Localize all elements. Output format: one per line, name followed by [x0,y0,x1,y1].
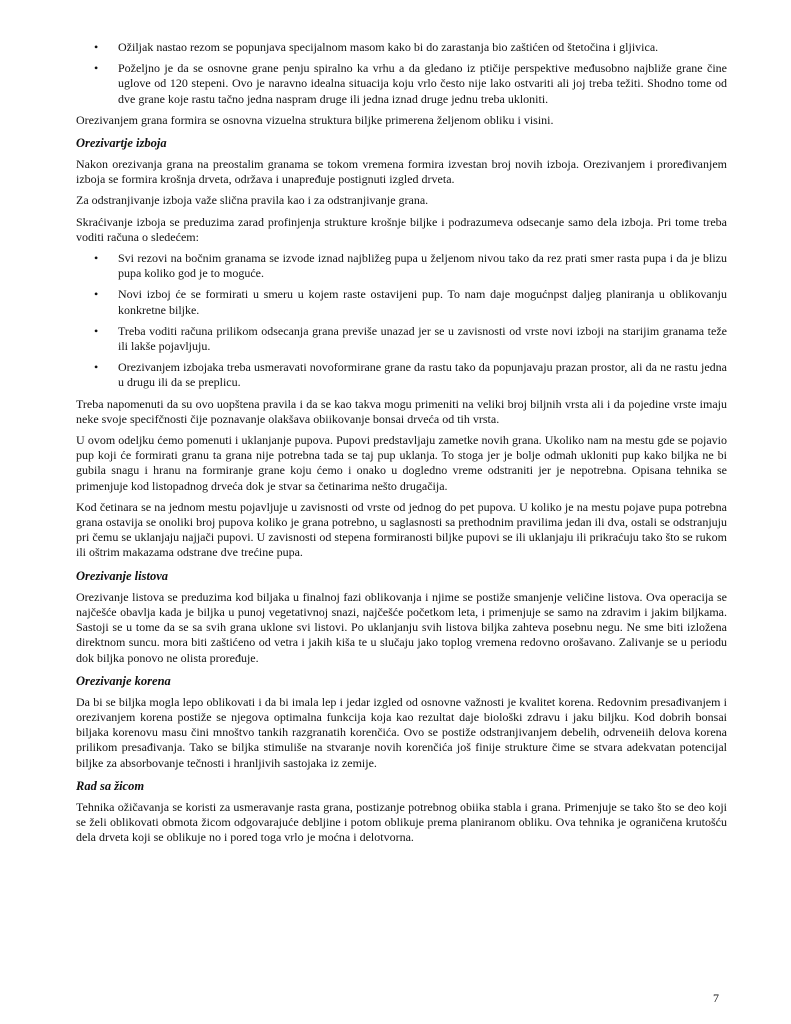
paragraph: Za odstranjivanje izboja važe slična pravila kao i za odstranjivanje grana. [76,193,429,208]
section-heading: Orezivanje listova [76,568,169,583]
bullet-icon: • [94,287,99,302]
paragraph: U ovom odeljku ćemo pomenuti i uklanjanje pupova. Pupovi predstavljaju zametke novih grana. Ukoliko nam na mestu gde se pojavio pup koji će formirati granu ta grana nije potrebna tada se taj pup uklanja. To stoga jer je bolje odmah ukloniti pup kako biljka ne bi gubila snagu i hranu na formiranje grane koju ćemo i onako u dogledno vreme odstraniti jer je nepotrebna. Opisana tehnika se primenjuje kod listopadnog drveća dok je stvar sa četinarima nešto drugačija. [76,433,727,493]
bullet-icon: • [94,251,99,266]
paragraph: Treba napomenuti da su ovo uopštena pravila i da se kao takva mogu primeniti na veliki broj biljnih vrsta ali i da pojedine vrste imaju neke svoje specifčnosti čije poznavanje olakšava obiikovanje bonsai drveća od tih vrsta. [76,396,727,426]
paragraph: Da bi se biljka mogla lepo oblikovati i da bi imala lep i jedar izgled od osnovne važnosti je kvalitet korena. Redovnim presađivanjem i orezivanjem korena postiže se njegova optimalna funkcija koja kao rezultat daje biološki zdravu i jaku biljku. Kod dobrih bonsai biljaka korenovu masu čini mnoštvo tankih razgranatih korenčića. Ovo se postiže odstranjivanjem debelih, odrveneiih delova korena prilikom presađivanja. Tako se biljka stimuliše na stvaranje novih korenčića još finije strukture čime se stvara adekvatan potencijal biljke za absorbovanje tečnosti i hranljivih sastojaka iz zemije. [76,694,727,770]
paragraph: Orezivanje listova se preduzima kod biljaka u finalnoj fazi oblikovanja i njime se postiže smanjenje veličine listova. Ova operacija se najčešće obavlja kada je biljka u punoj vegetativnoj snazi, najčešće početkom leta, i primenjuje se samo na zdravim i jakim biljkama. Sastoji se u tome da se sa svih grana uklone svi listovi. Po uklanjanju svih listova biljka zahteva posebnu negu. Ne sme biti izložena direktnom suncu. mora biti zaštićeno od vetra i jakih kiša te u slučaju jako toplog vremena redovno orošavano. Zalivanje se u periodu dok biljka ponovo ne olista proređuje. [76,589,727,665]
paragraph: Skraćivanje izboja se preduzima zarad profinjenja strukture krošnje biljke i podrazumeva odsecanje samo dela izboja. Pri tome treba voditi računa o sledećem: [76,214,727,244]
list-item: • Orezivanjem izbojaka treba usmeravati novoformirane grane da rastu tako da popunjavaju prazan prostor, ali da ne rastu jedna u drugu ili da se preplicu. [94,360,727,390]
paragraph: Kod četinara se na jednom mestu pojavljuje u zavisnosti od vrste od jednog do pet pupova. U koliko je na mestu pojave pupa potrebna grana ostavija se onoliki broj pupova koliko je grana potrebno, u saglasnosti sa prethodnim pravilima jedan ili dva, ostali se odstranjuju pri čemu se uklanjaju najjači pupovi. U zavisnosti od stepena formiranosti biljke pupovi se ili uklanjaju ili prikraćuju tako što se rukom ili oštrim makazama odstrane dve trećine pupa. [76,499,727,560]
page-number: 7 [713,991,719,1005]
list-item: • Treba voditi računa prilikom odsecanja grana previše unazad jer se u zavisnosti od vrste novi izboji na starijim granama teže ili lakše pojavljuju. [94,323,727,354]
list-item: • Svi rezovi na bočnim granama se izvode iznad najbližeg pupa u željenom nivou tako da rez prati smer rasta pupa i da je blizu pupa koliko god je to moguće. [94,251,727,281]
bullet-icon: • [94,323,99,338]
bullet-icon: • [94,61,99,76]
section-heading: Rad sa žicom [76,778,145,793]
section-heading: Orezivanje korena [76,673,171,688]
section-heading: Orezivartje izboja [76,136,167,151]
bullet-icon: • [94,40,99,54]
list-item: • Novi izboj će se formirati u smeru u kojem raste ostavijeni pup. To nam daje mogućnpst daljeg planiranja u oblikovanju konkretne bilјke. [94,287,727,317]
list-item: • Ožiljak nastao rezom se popunjava specijalnom masom kako bi do zarastanja bio zaštićen od štetočina i gljivica. [94,40,659,54]
paragraph: Tehnika ožičavanja se koristi za usmeravanje rasta grana, postizanje potrebnog obiika stabla i grana. Primenjuje se tako što se deo koji se želi oblikovati obmota žicom odgovarajuće debljine i potom oblikuje prema planiranom obliku. Ova tehnika je ograničena krutošću dela drveta koji se oblikuje no i pored toga vrlo je moćna i delotvorna. [76,799,727,845]
bullet-list [76,251,727,391]
list-item: • Poželjno je da se osnovne grane penju spiralno ka vrhu a da gledano iz ptičije perspektive međusobno najbliže grane čine uglove od 120 stepeni. Ovo je naravno idealna situacija koju vrlo često nije lako ostvariti ali joj treba težiti. Shodno tome od dve grane koje rastu tačno jedna naspram druge ili jedna iznad druge jednu treba ukloniti. [94,61,727,106]
paragraph: Orezivanjem grana formira se osnovna vizuelna struktura biljke primerena željenom obliku i visini. [76,112,554,127]
bullet-icon: • [94,360,99,375]
paragraph: Nakon orezivanja grana na preostalim granama se tokom vremena formira izvestan broj novih izboja. Orezivanjem i proređivanjem izboja se formira krošnja drveta, održava i unapređuje postignuti izgled drveta. [76,157,727,187]
intro-bullet-list [76,40,727,107]
